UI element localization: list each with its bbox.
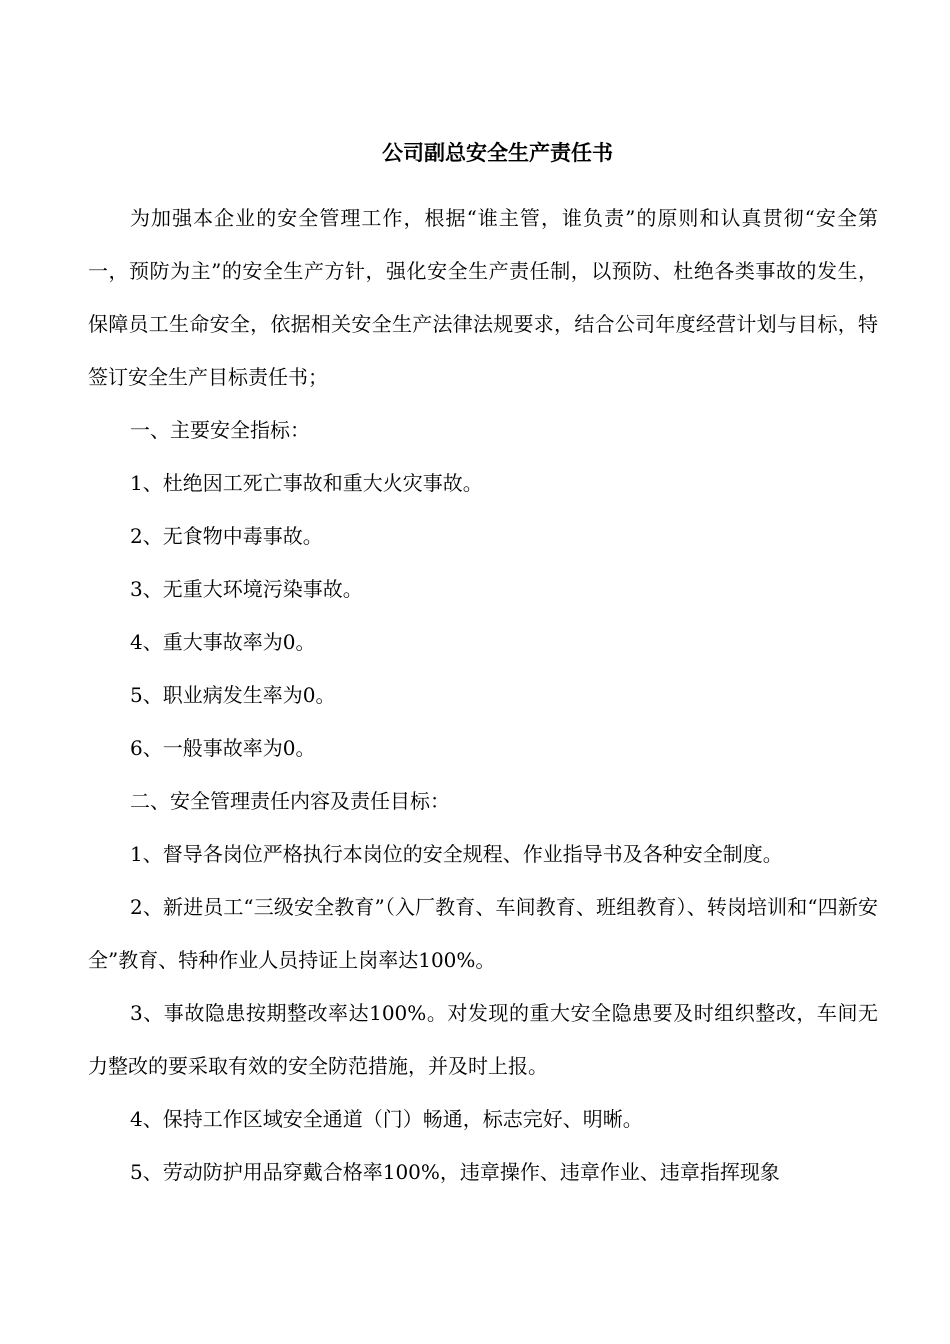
intro-paragraph: 为加强本企业的安全管理工作，根据“谁主管，谁负责”的原则和认真贯彻“安全第一，预防为主”的安全生产方针，强化安全生产责任制，以预防、杜绝各类事故的发生，保障员工生命安全，依据相关安全生产法律法规要求，结合公司年度经营计划与目标，特签订安全生产目标责任书； xyxy=(88,206,878,389)
document-body xyxy=(88,192,878,1199)
indicator-item: 4、重大事故率为0。 xyxy=(130,630,316,654)
indicator-item: 6、一般事故率为0。 xyxy=(130,736,316,760)
indicator-item: 1、杜绝因工死亡事故和重大火灾事故。 xyxy=(130,471,483,495)
responsibility-item: 5、劳动防护用品穿戴合格率100%，违章操作、违章作业、违章指挥现象 xyxy=(130,1160,780,1184)
indicator-item: 3、无重大环境污染事故。 xyxy=(130,577,363,601)
section-heading-indicators: 一、主要安全指标： xyxy=(130,418,310,442)
responsibility-item: 4、保持工作区域安全通道（门）畅通，标志完好、明晰。 xyxy=(130,1107,643,1131)
responsibility-item: 2、新进员工“三级安全教育”（入厂教育、车间教育、班组教育）、转岗培训和“四新安全”教育、特种作业人员持证上岗率达100%。 xyxy=(88,895,878,972)
section-heading-responsibilities: 二、安全管理责任内容及责任目标： xyxy=(130,789,450,813)
indicator-item: 2、无食物中毒事故。 xyxy=(130,524,323,548)
responsibility-item: 3、事故隐患按期整改率达100%。对发现的重大安全隐患要及时组织整改，车间无力整改的要采取有效的安全防范措施，并及时上报。 xyxy=(88,1001,878,1078)
responsibility-item: 1、督导各岗位严格执行本岗位的安全规程、作业指导书及各种安全制度。 xyxy=(130,842,783,866)
indicator-item: 5、职业病发生率为0。 xyxy=(130,683,336,707)
document-title: 公司副总安全生产责任书 xyxy=(382,141,613,165)
